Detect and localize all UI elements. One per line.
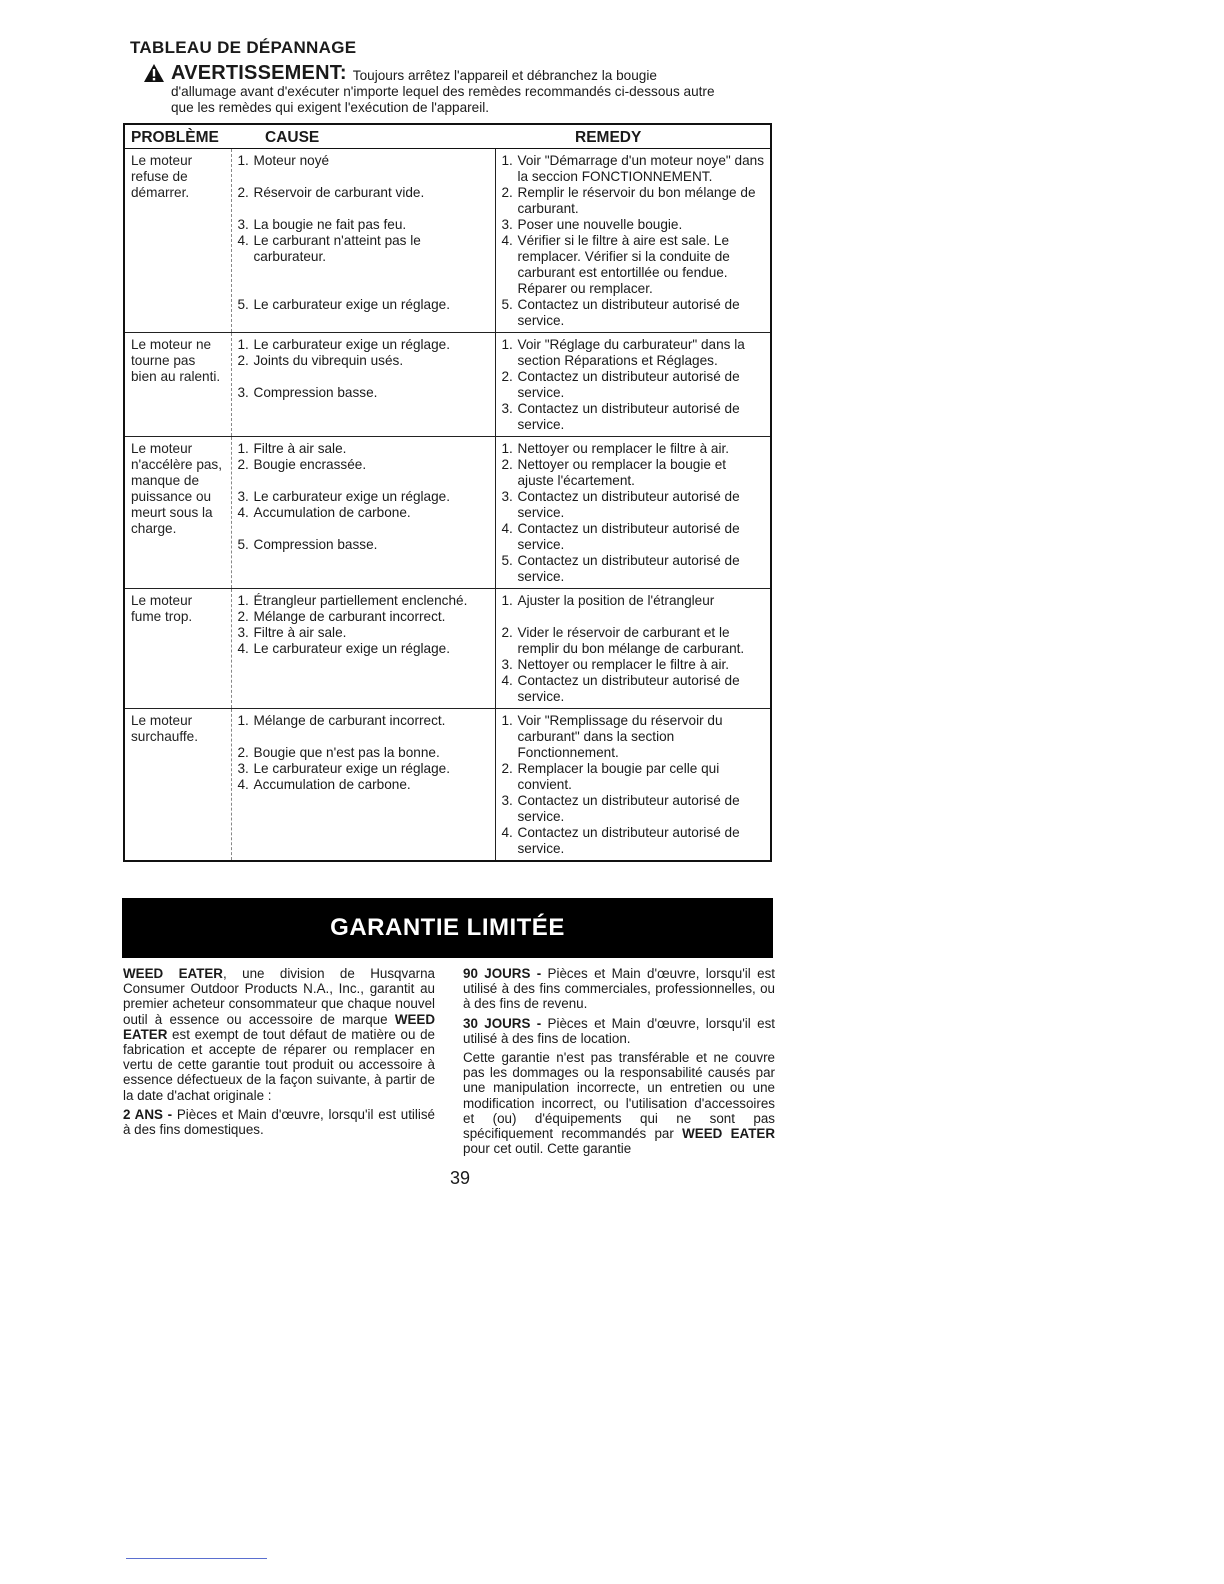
term-label: 2 ANS - <box>123 1106 173 1122</box>
cause-item: Le carburateur exige un réglage. <box>253 297 450 312</box>
cause-item: Mélange de carburant incorrect. <box>253 713 446 728</box>
cause-item: Compression basse. <box>253 537 378 552</box>
cause-item: Moteur noyé <box>253 153 330 168</box>
footer-rule <box>126 1558 267 1559</box>
table-row <box>124 333 771 437</box>
cause-item: Mélange de carburant incorrect. <box>253 609 446 624</box>
remedy-cell: 1. Voir "Remplissage du réservoir du carburant" dans la section Fonctionnement. 2. Remplacer la bougie par celle qui convient. 3. Contactez un distributeur autorisé de service. 4. Contactez un distributeur autorisé de service. <box>495 709 771 862</box>
brand-name: WEED EATER <box>123 966 223 981</box>
cause-cell: 1. Filtre à air sale. 2. Bougie encrassée. 3. Le carburateur exige un réglage. 4. Accumulation de carbone. 5. Compression basse. <box>231 437 495 589</box>
troubleshooting-table <box>123 123 772 862</box>
page-title: TABLEAU DE DÉPANNAGE <box>130 38 357 57</box>
cause-item: Étrangleur partiellement enclenché. <box>253 593 468 608</box>
cause-cell: 1. Mélange de carburant incorrect. 2. Bougie que n'est pas la bonne. 3. Le carburateur exige un réglage. 4. Accumulation de carbone. <box>231 709 495 862</box>
cause-item: Le carburateur exige un réglage. <box>253 761 450 776</box>
cause-cell: 1. Étrangleur partiellement enclenché. 2. Mélange de carburant incorrect. 3. Filtre à air sale. 4. Le carburateur exige un réglage. <box>231 589 495 709</box>
brand-name: WEED EATER <box>123 1011 435 1042</box>
remedy-item: Voir "Remplissage du réservoir du carburant" dans la section Fonctionnement. <box>517 713 723 760</box>
cause-item: Compression basse. <box>253 385 378 400</box>
cause-item: Bougie encrassée. <box>253 457 367 472</box>
remedy-item: Contactez un distributeur autorisé de service. <box>517 521 740 552</box>
remedy-item: Contactez un distributeur autorisé de service. <box>517 369 740 400</box>
table-row <box>124 437 771 589</box>
problem-cell: Le moteur n'accélère pas, manque de puissance ou meurt sous la charge. <box>124 437 231 589</box>
remedy-item: Contactez un distributeur autorisé de service. <box>517 401 740 432</box>
warranty-paragraph: 90 JOURS - Pièces et Main d'œuvre, lorsqu'il est utilisé à des fins commerciales, professionnelles, ou à des fins de revenu. <box>463 966 775 1012</box>
warning-word: AVERTISSEMENT: <box>171 62 347 84</box>
table-row <box>124 149 771 333</box>
cause-item: Le carburateur exige un réglage. <box>253 641 450 656</box>
remedy-cell: 1. Nettoyer ou remplacer le filtre à air. 2. Nettoyer ou remplacer la bougie et ajuste l'écartement. 3. Contactez un distributeur autorisé de service. 4. Contactez un distributeur autorisé de service. 5. Contactez un distributeur autorisé de service. <box>495 437 771 589</box>
header-remedy: REMEDY <box>495 124 771 149</box>
remedy-item: Contactez un distributeur autorisé de service. <box>517 489 740 520</box>
remedy-item: Vérifier si le filtre à aire est sale. Le remplacer. Vérifier si la conduite de carburant est entortillée ou fendue. Réparer ou remplacer. <box>517 233 730 296</box>
warranty-paragraph: 2 ANS - Pièces et Main d'œuvre, lorsqu'il est utilisé à des fins domestiques. <box>123 1106 436 1138</box>
warranty-column-left <box>123 966 435 1141</box>
term-label: 30 JOURS - <box>463 1015 542 1031</box>
page-number: 39 <box>450 1168 471 1188</box>
remedy-item: Remplacer la bougie par celle qui convient. <box>517 761 720 792</box>
cause-item: Réservoir de carburant vide. <box>253 185 425 200</box>
remedy-item: Contactez un distributeur autorisé de service. <box>517 553 740 584</box>
header-probleme: PROBLÈME <box>124 124 231 149</box>
remedy-item: Ajuster la position de l'étrangleur <box>517 593 715 608</box>
term-label: 90 JOURS - <box>463 966 542 981</box>
warning-text-rest: d'allumage avant d'exécuter n'importe lequel des remèdes recommandés ci-dessous autre que les remèdes qui exigent l'exécution de l'appareil. <box>171 84 715 115</box>
remedy-cell: 1. Ajuster la position de l'étrangleur 2. Vider le réservoir de carburant et le remplir du bon mélange de carburant. 3. Nettoyer ou remplacer le filtre à air. 4. Contactez un distributeur autorisé de service. <box>495 589 771 709</box>
cause-item: Le carburateur exige un réglage. <box>253 337 450 352</box>
remedy-cell: 1. Voir "Réglage du carburateur" dans la section Réparations et Réglages. 2. Contactez un distributeur autorisé de service. 3. Contactez un distributeur autorisé de service. <box>495 333 771 437</box>
remedy-item: Voir "Réglage du carburateur" dans la section Réparations et Réglages. <box>517 337 745 368</box>
remedy-item: Vider le réservoir de carburant et le remplir du bon mélange de carburant. <box>517 625 745 656</box>
cause-item: Filtre à air sale. <box>253 625 347 640</box>
remedy-cell: 1. Voir "Démarrage d'un moteur noye" dans la seccion FONCTIONNEMENT. 2. Remplir le réservoir du bon mélange de carburant. 3. Poser une nouvelle bougie. 4. Vérifier si le filtre à aire est sale. Le remplacer. Vérifier si la conduite de carburant est entortillée ou fendue. Réparer ou remplacer. 5. Contactez un distributeur autorisé de service. <box>495 149 771 333</box>
brand-name: WEED EATER <box>682 1126 775 1142</box>
cause-item: Le carburateur exige un réglage. <box>253 489 450 504</box>
cause-item: Le carburant n'atteint pas le carburateur. <box>253 233 421 264</box>
table-row <box>124 709 771 862</box>
remedy-item: Remplir le réservoir du bon mélange de carburant. <box>517 185 756 216</box>
warranty-paragraph: 30 JOURS - Pièces et Main d'œuvre, lorsqu'il est utilisé à des fins de location. <box>463 1015 775 1046</box>
header-cause: CAUSE <box>231 124 495 149</box>
cause-item: La bougie ne fait pas feu. <box>253 217 407 232</box>
remedy-item: Nettoyer ou remplacer la bougie et ajuste l'écartement. <box>517 457 727 488</box>
remedy-item: Nettoyer ou remplacer le filtre à air. <box>517 441 730 456</box>
remedy-item: Nettoyer ou remplacer le filtre à air. <box>517 657 730 672</box>
remedy-item: Contactez un distributeur autorisé de service. <box>517 673 740 704</box>
remedy-item: Contactez un distributeur autorisé de service. <box>517 793 740 824</box>
cause-item: Filtre à air sale. <box>253 441 347 456</box>
cause-item: Joints du vibrequin usés. <box>253 353 404 368</box>
remedy-item: Contactez un distributeur autorisé de service. <box>517 297 740 328</box>
problem-cell: Le moteur fume trop. <box>124 589 231 709</box>
warranty-paragraph: Cette garantie n'est pas transférable et ne couvre pas les dommages ou la responsabilité causés par une manipulation incorrecte, un entretien ou une modification incorrect, ou l'utilisation d'accessoires et (ou) d'équipements qui ne sont pas spécifiquement recommandés par WEED EATER pour cet outil. Cette garantie <box>463 1050 775 1157</box>
cause-item: Accumulation de carbone. <box>253 777 411 792</box>
cause-cell: 1. Moteur noyé 2. Réservoir de carburant vide. 3. La bougie ne fait pas feu. 4. Le carburant n'atteint pas le carburateur. 5. Le carburateur exige un réglage. <box>231 149 495 333</box>
problem-cell: Le moteur refuse de démarrer. <box>124 149 231 333</box>
warning-text-line1: Toujours arrêtez l'appareil et débranchez la bougie <box>352 68 657 83</box>
warranty-paragraph: WEED EATER, une division de Husqvarna Consumer Outdoor Products N.A., Inc., garantit au premier acheteur consommateur que chaque nouvel outil à essence ou accessoire de marque WEED EATER est exempt de tout défaut de matière ou de fabrication et accepte de réparer ou remplacer en vertu de cette garantie tout produit ou accessoire à essence défectueux de la façon suivante, à partir de la date d'achat originale : <box>123 966 435 1103</box>
problem-cell: Le moteur ne tourne pas bien au ralenti. <box>124 333 231 437</box>
table-row <box>124 589 771 709</box>
cause-item: Bougie que n'est pas la bonne. <box>253 745 440 760</box>
cause-item: Accumulation de carbone. <box>253 505 411 520</box>
remedy-item: Poser une nouvelle bougie. <box>517 217 683 232</box>
cause-cell: 1. Le carburateur exige un réglage. 2. Joints du vibrequin usés. 3. Compression basse. <box>231 333 495 437</box>
remedy-item: Contactez un distributeur autorisé de service. <box>517 825 740 856</box>
warning-block <box>143 62 723 116</box>
warranty-banner: GARANTIE LIMITÉE <box>122 898 773 958</box>
remedy-item: Voir "Démarrage d'un moteur noye" dans la seccion FONCTIONNEMENT. <box>517 153 764 184</box>
warranty-column-right <box>463 966 775 1160</box>
problem-cell: Le moteur surchauffe. <box>124 709 231 862</box>
table-header-row <box>124 124 771 149</box>
warning-triangle-icon <box>143 63 165 83</box>
